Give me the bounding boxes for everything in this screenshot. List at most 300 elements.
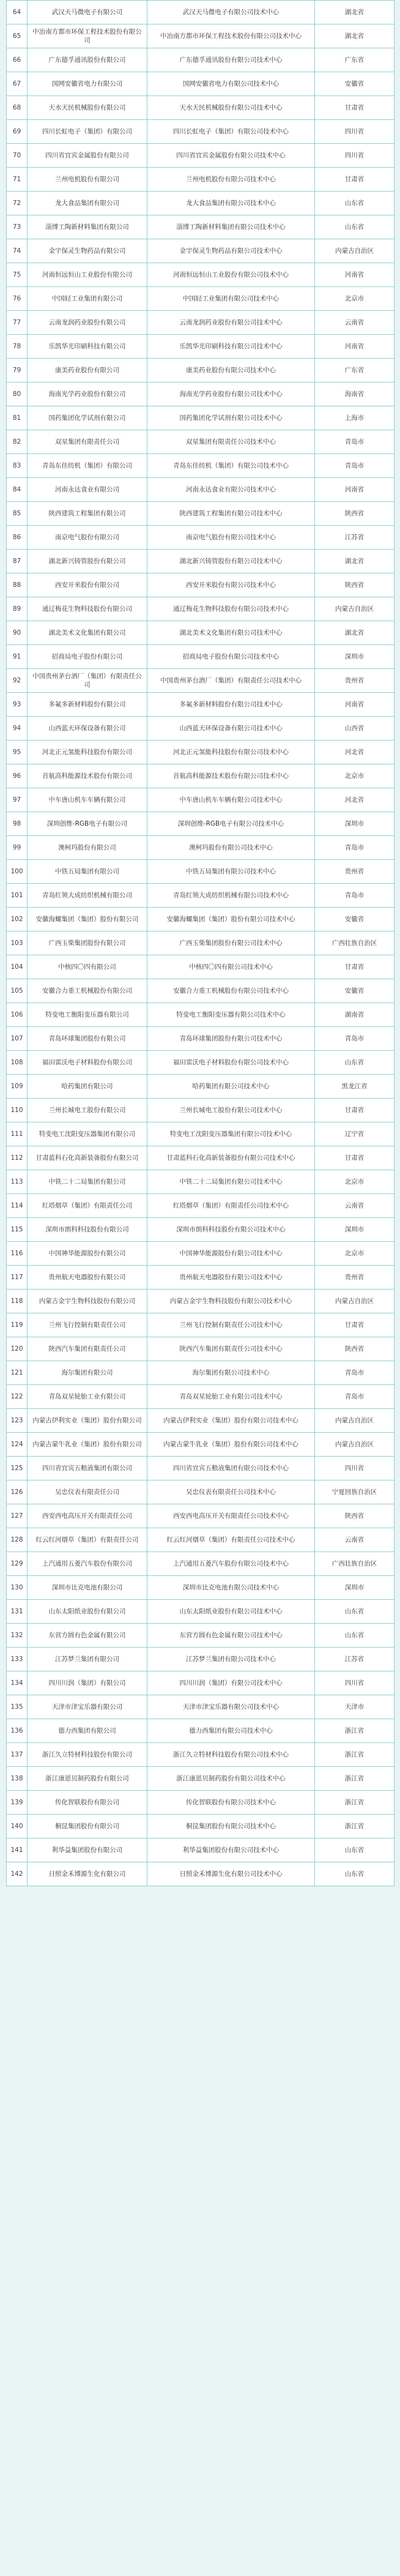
- tech-center-name: 红云红河烟草（集团）有限责任公司技术中心: [147, 1528, 315, 1552]
- tech-center-name: 淄博工陶新材料集团有限公司技术中心: [147, 215, 315, 239]
- company-name: 招商局电子股份有限公司: [28, 645, 147, 669]
- province-name: 青岛市: [315, 836, 394, 860]
- tech-center-name: 福田雷沃电子材料股份有限公司技术中心: [147, 1051, 315, 1075]
- company-name: 中冶南方都市环保工程技术股份有限公司: [28, 24, 147, 48]
- province-name: 北京市: [315, 1242, 394, 1266]
- table-row: [7, 1075, 394, 1099]
- table-row: [7, 1719, 394, 1743]
- province-name: 青岛市: [315, 454, 394, 478]
- table-row: [7, 1433, 394, 1457]
- company-name: 国网安徽省电力有限公司: [28, 72, 147, 96]
- table-row: [7, 1, 394, 24]
- company-name: 陕西汽车集团有限责任公司: [28, 1337, 147, 1361]
- tech-center-name: 兰州电机股份有限公司技术中心: [147, 168, 315, 192]
- company-name: 四川省宜宾金属股份有限公司: [28, 144, 147, 168]
- province-name: 海南省: [315, 383, 394, 406]
- table-row: [7, 239, 394, 263]
- company-name: 兰州飞行控制有限责任公司: [28, 1313, 147, 1337]
- table-row: [7, 645, 394, 669]
- province-name: 江苏省: [315, 1648, 394, 1671]
- province-name: 安徽省: [315, 908, 394, 931]
- table-row: [7, 1027, 394, 1051]
- province-name: 广西壮族自治区: [315, 931, 394, 955]
- table-row: [7, 693, 394, 717]
- province-name: 河北省: [315, 788, 394, 812]
- table-row: [7, 430, 394, 454]
- tech-center-name: 山西蓝天环保设备有限公司技术中心: [147, 717, 315, 741]
- table-row: [7, 1170, 394, 1194]
- row-number: 73: [7, 215, 28, 239]
- tech-center-name: 青岛红领大成纺织机械有限公司技术中心: [147, 884, 315, 908]
- tech-center-name: 康美药业股份有限公司技术中心: [147, 359, 315, 383]
- row-number: 100: [7, 860, 28, 884]
- tech-center-name: 上汽通用五菱汽车股份有限公司技术中心: [147, 1552, 315, 1576]
- province-name: 四川省: [315, 144, 394, 168]
- row-number: 135: [7, 1695, 28, 1719]
- row-number: 71: [7, 168, 28, 192]
- company-name: 桐昆集团股份有限公司: [28, 1815, 147, 1839]
- province-name: 山东省: [315, 1839, 394, 1862]
- row-number: 117: [7, 1266, 28, 1290]
- row-number: 107: [7, 1027, 28, 1051]
- province-name: 深圳市: [315, 1576, 394, 1600]
- company-name: 澳柯玛股份有限公司: [28, 836, 147, 860]
- table-row: [7, 931, 394, 955]
- table-row: [7, 168, 394, 192]
- table-row: [7, 669, 394, 693]
- table-row: [7, 1051, 394, 1075]
- row-number: 120: [7, 1337, 28, 1361]
- company-name: 福田雷沃电子材料股份有限公司: [28, 1051, 147, 1075]
- row-number: 136: [7, 1719, 28, 1743]
- row-number: 86: [7, 526, 28, 550]
- province-name: 贵州省: [315, 860, 394, 884]
- table-row: [7, 1242, 394, 1266]
- row-number: 74: [7, 239, 28, 263]
- tech-center-name: 四川长虹电子（集团）有限公司技术中心: [147, 120, 315, 144]
- tech-center-name: 河南恒远恒山工业股份有限公司技术中心: [147, 263, 315, 287]
- province-name: 湖北省: [315, 24, 394, 48]
- tech-center-name: 深圳市比克电池有限公司技术中心: [147, 1576, 315, 1600]
- table-row: [7, 502, 394, 526]
- table-row: [7, 1528, 394, 1552]
- tech-center-name: 天津市津宝乐器有限公司技术中心: [147, 1695, 315, 1719]
- row-number: 124: [7, 1433, 28, 1457]
- table-row: [7, 24, 394, 48]
- company-name: 四川川润（集团）有限公司: [28, 1671, 147, 1695]
- tech-center-name: 国网安徽省电力有限公司技术中心: [147, 72, 315, 96]
- province-name: 山东省: [315, 1862, 394, 1886]
- row-number: 126: [7, 1480, 28, 1504]
- province-name: 浙江省: [315, 1719, 394, 1743]
- row-number: 121: [7, 1361, 28, 1385]
- table-row: [7, 1600, 394, 1624]
- company-name: 武汉天马微电子有限公司: [28, 1, 147, 24]
- province-name: 贵州省: [315, 669, 394, 693]
- company-name: 国药集团化学试剂有限公司: [28, 406, 147, 430]
- province-name: 河南省: [315, 335, 394, 359]
- province-name: 云南省: [315, 311, 394, 335]
- company-name: 浙江康恩贝制药股份有限公司: [28, 1767, 147, 1791]
- province-name: 山东省: [315, 1051, 394, 1075]
- province-name: 上海市: [315, 406, 394, 430]
- table-row: [7, 1743, 394, 1767]
- tech-center-name: 甘肃蓝科石化高新装备股份有限公司技术中心: [147, 1146, 315, 1170]
- table-row: [7, 836, 394, 860]
- company-name: 内蒙古伊利实业（集团）股份有限公司: [28, 1409, 147, 1433]
- company-name: 深圳创维-RGB电子有限公司: [28, 812, 147, 836]
- table-row: [7, 979, 394, 1003]
- tech-center-name: 中车唐山机车车辆有限公司技术中心: [147, 788, 315, 812]
- province-name: 内蒙古自治区: [315, 239, 394, 263]
- row-number: 70: [7, 144, 28, 168]
- table-row: [7, 860, 394, 884]
- company-name: 中国贵州茅台酒厂（集团）有限责任公司: [28, 669, 147, 693]
- province-name: 云南省: [315, 1194, 394, 1218]
- row-number: 140: [7, 1815, 28, 1839]
- row-number: 97: [7, 788, 28, 812]
- bottom-margin: [0, 2564, 400, 2576]
- table-row: [7, 454, 394, 478]
- row-number: 103: [7, 931, 28, 955]
- company-name: 淄博工陶新材料集团有限公司: [28, 215, 147, 239]
- table-row: [7, 550, 394, 573]
- tech-center-name: 天水天民机械股份有限公司技术中心: [147, 96, 315, 120]
- province-name: 内蒙古自治区: [315, 1433, 394, 1457]
- row-number: 85: [7, 502, 28, 526]
- company-name: 金宇保灵生物药品有限公司: [28, 239, 147, 263]
- province-name: 贵州省: [315, 1266, 394, 1290]
- row-number: 101: [7, 884, 28, 908]
- table-row: [7, 1576, 394, 1600]
- tech-center-name: 海尔集团有限公司技术中心: [147, 1361, 315, 1385]
- province-name: 山西省: [315, 717, 394, 741]
- province-name: 北京市: [315, 287, 394, 311]
- company-name: 红塔烟草（集团）有限责任公司: [28, 1194, 147, 1218]
- row-number: 87: [7, 550, 28, 573]
- row-number: 66: [7, 48, 28, 72]
- province-name: 青岛市: [315, 1361, 394, 1385]
- row-number: 88: [7, 573, 28, 597]
- table-row: [7, 1337, 394, 1361]
- company-name: 内蒙古蒙牛乳业（集团）股份有限公司: [28, 1433, 147, 1457]
- row-number: 91: [7, 645, 28, 669]
- table-row: [7, 597, 394, 621]
- tech-center-name: 中核四〇四有限公司技术中心: [147, 955, 315, 979]
- table-row: [7, 1624, 394, 1648]
- company-name: 通辽梅花生物科技股份有限公司: [28, 597, 147, 621]
- table-row: [7, 120, 394, 144]
- province-name: 浙江省: [315, 1767, 394, 1791]
- tech-center-name: 海南光学药业股份有限公司技术中心: [147, 383, 315, 406]
- company-name: 深圳市比克电池有限公司: [28, 1576, 147, 1600]
- table-row: [7, 48, 394, 72]
- company-name: 中核四〇四有限公司: [28, 955, 147, 979]
- row-number: 64: [7, 1, 28, 24]
- row-number: 139: [7, 1791, 28, 1815]
- row-number: 125: [7, 1457, 28, 1480]
- table-row: [7, 215, 394, 239]
- table-row: [7, 1218, 394, 1242]
- company-name: 云南龙润药业股份有限公司: [28, 311, 147, 335]
- company-name: 龙大食品集团有限公司: [28, 192, 147, 215]
- province-name: 北京市: [315, 764, 394, 788]
- tech-center-name: 武汉天马微电子有限公司技术中心: [147, 1, 315, 24]
- table-row: [7, 812, 394, 836]
- province-name: 内蒙古自治区: [315, 1409, 394, 1433]
- company-name: 青岛红领大成纺织机械有限公司: [28, 884, 147, 908]
- province-name: 甘肃省: [315, 1313, 394, 1337]
- tech-center-name: 陕西汽车集团有限责任公司技术中心: [147, 1337, 315, 1361]
- table-row: [7, 1457, 394, 1480]
- table-row: [7, 1361, 394, 1385]
- province-name: 山东省: [315, 1600, 394, 1624]
- tech-center-name: 四川省宜宾五粮液集团有限公司技术中心: [147, 1457, 315, 1480]
- tech-center-name: 传化智联股份有限公司技术中心: [147, 1791, 315, 1815]
- row-number: 116: [7, 1242, 28, 1266]
- province-name: 河南省: [315, 478, 394, 502]
- row-number: 77: [7, 311, 28, 335]
- table-row: [7, 1146, 394, 1170]
- company-name: 天津市津宝乐器有限公司: [28, 1695, 147, 1719]
- province-name: 青岛市: [315, 430, 394, 454]
- table-row: [7, 884, 394, 908]
- company-name: 河北正元氢能科技股份有限公司: [28, 741, 147, 764]
- row-number: 76: [7, 287, 28, 311]
- row-number: 89: [7, 597, 28, 621]
- company-name: 贵州航天电器股份有限公司: [28, 1266, 147, 1290]
- province-name: 甘肃省: [315, 96, 394, 120]
- row-number: 119: [7, 1313, 28, 1337]
- row-number: 92: [7, 669, 28, 693]
- tech-center-name: 青岛东佳纺机（集团）有限公司技术中心: [147, 454, 315, 478]
- row-number: 84: [7, 478, 28, 502]
- province-name: 广东省: [315, 48, 394, 72]
- tech-center-name: 深圳创维-RGB电子有限公司技术中心: [147, 812, 315, 836]
- table-row: [7, 764, 394, 788]
- table-row: [7, 1099, 394, 1122]
- enterprise-tech-center-table: [6, 0, 394, 1886]
- province-name: 深圳市: [315, 812, 394, 836]
- company-name: 西安开米股份有限公司: [28, 573, 147, 597]
- row-number: 134: [7, 1671, 28, 1695]
- table-row: [7, 1480, 394, 1504]
- row-number: 106: [7, 1003, 28, 1027]
- province-name: 广东省: [315, 359, 394, 383]
- table-row: [7, 1409, 394, 1433]
- table-row: [7, 287, 394, 311]
- table-row: [7, 1839, 394, 1862]
- province-name: 宁夏回族自治区: [315, 1480, 394, 1504]
- row-number: 68: [7, 96, 28, 120]
- company-name: 特变电工沈阳变压器集团有限公司: [28, 1122, 147, 1146]
- province-name: 青岛市: [315, 884, 394, 908]
- row-number: 111: [7, 1122, 28, 1146]
- tech-center-name: 兰州飞行控制有限责任公司技术中心: [147, 1313, 315, 1337]
- tech-center-name: 青岛环球集团股份有限公司技术中心: [147, 1027, 315, 1051]
- tech-center-name: 安徽海螺集团（集团）股份有限公司技术中心: [147, 908, 315, 931]
- tech-center-name: 山东太阳纸业股份有限公司技术中心: [147, 1600, 315, 1624]
- company-name: 多氟多新材料股份有限公司: [28, 693, 147, 717]
- tech-center-name: 龙大食品集团有限公司技术中心: [147, 192, 315, 215]
- table-row: [7, 1313, 394, 1337]
- tech-center-name: 江苏梦兰集团有限公司技术中心: [147, 1648, 315, 1671]
- company-name: 中铁二十二局集团有限公司: [28, 1170, 147, 1194]
- province-name: 天津市: [315, 1695, 394, 1719]
- company-name: 四川省宜宾五粮液集团有限公司: [28, 1457, 147, 1480]
- row-number: 102: [7, 908, 28, 931]
- row-number: 104: [7, 955, 28, 979]
- row-number: 127: [7, 1504, 28, 1528]
- company-name: 哈药集团有限公司: [28, 1075, 147, 1099]
- row-number: 122: [7, 1385, 28, 1409]
- tech-center-name: 哈药集团有限公司技术中心: [147, 1075, 315, 1099]
- tech-center-name: 西安开米股份有限公司技术中心: [147, 573, 315, 597]
- company-name: 湖北美术文化集团有限公司: [28, 621, 147, 645]
- table-row: [7, 72, 394, 96]
- tech-center-name: 河北正元氢能科技股份有限公司技术中心: [147, 741, 315, 764]
- company-name: 特变电工衡阳变压器有限公司: [28, 1003, 147, 1027]
- table-row: [7, 1862, 394, 1886]
- province-name: 江苏省: [315, 526, 394, 550]
- row-number: 105: [7, 979, 28, 1003]
- table-row: [7, 1552, 394, 1576]
- tech-center-name: 内蒙古伊利实业（集团）股份有限公司技术中心: [147, 1409, 315, 1433]
- row-number: 82: [7, 430, 28, 454]
- company-name: 天水天民机械股份有限公司: [28, 96, 147, 120]
- tech-center-name: 湖北美术文化集团有限公司技术中心: [147, 621, 315, 645]
- table-row: [7, 96, 394, 120]
- tech-center-name: 内蒙古蒙牛乳业（集团）股份有限公司技术中心: [147, 1433, 315, 1457]
- table-row: [7, 406, 394, 430]
- province-name: 山东省: [315, 1624, 394, 1648]
- province-name: 广西壮族自治区: [315, 1552, 394, 1576]
- table-row: [7, 788, 394, 812]
- company-name: 陕西建筑工程集团有限公司: [28, 502, 147, 526]
- province-name: 陕西省: [315, 502, 394, 526]
- province-name: 黑龙江省: [315, 1075, 394, 1099]
- company-name: 南京电气股份有限公司: [28, 526, 147, 550]
- province-name: 青岛市: [315, 1027, 394, 1051]
- province-name: 湖北省: [315, 621, 394, 645]
- table-row: [7, 1767, 394, 1791]
- row-number: 94: [7, 717, 28, 741]
- table-row: [7, 359, 394, 383]
- company-name: 日照金禾博源生化有限公司: [28, 1862, 147, 1886]
- row-number: 78: [7, 335, 28, 359]
- province-name: 安徽省: [315, 979, 394, 1003]
- company-name: 康美药业股份有限公司: [28, 359, 147, 383]
- row-number: 95: [7, 741, 28, 764]
- company-name: 利华益集团股份有限公司: [28, 1839, 147, 1862]
- province-name: 陕西省: [315, 573, 394, 597]
- province-name: 深圳市: [315, 645, 394, 669]
- company-name: 广东德孚通讯股份有限公司: [28, 48, 147, 72]
- table-row: [7, 717, 394, 741]
- tech-center-name: 利华益集团股份有限公司技术中心: [147, 1839, 315, 1862]
- table-row: [7, 1671, 394, 1695]
- province-name: 甘肃省: [315, 1099, 394, 1122]
- company-name: 首航高科能源技术股份有限公司: [28, 764, 147, 788]
- tech-center-name: 特变电工衡阳变压器有限公司技术中心: [147, 1003, 315, 1027]
- row-number: 133: [7, 1648, 28, 1671]
- company-name: 海南光学药业股份有限公司: [28, 383, 147, 406]
- province-name: 深圳市: [315, 1218, 394, 1242]
- province-name: 河北省: [315, 741, 394, 764]
- table-row: [7, 573, 394, 597]
- province-name: 甘肃省: [315, 955, 394, 979]
- tech-center-name: 内蒙古金宇生物科技股份有限公司技术中心: [147, 1290, 315, 1313]
- company-name: 乐凯华光印刷科技有限公司: [28, 335, 147, 359]
- province-name: 陕西省: [315, 1337, 394, 1361]
- row-number: 69: [7, 120, 28, 144]
- row-number: 115: [7, 1218, 28, 1242]
- row-number: 142: [7, 1862, 28, 1886]
- company-name: 西安西电高压开关有限责任公司: [28, 1504, 147, 1528]
- row-number: 72: [7, 192, 28, 215]
- company-name: 安徽合力重工机械股份有限公司: [28, 979, 147, 1003]
- company-name: 上汽通用五菱汽车股份有限公司: [28, 1552, 147, 1576]
- table-row: [7, 1194, 394, 1218]
- tech-center-name: 安徽合力重工机械股份有限公司技术中心: [147, 979, 315, 1003]
- province-name: 浙江省: [315, 1815, 394, 1839]
- row-number: 113: [7, 1170, 28, 1194]
- province-name: 湖南省: [315, 1003, 394, 1027]
- province-name: 浙江省: [315, 1743, 394, 1767]
- province-name: 山东省: [315, 192, 394, 215]
- tech-center-name: 深圳市朗科科技股份有限公司技术中心: [147, 1218, 315, 1242]
- tech-center-name: 双星集团有限责任公司技术中心: [147, 430, 315, 454]
- row-number: 108: [7, 1051, 28, 1075]
- table-row: [7, 192, 394, 215]
- company-name: 中国神华能源股份有限公司: [28, 1242, 147, 1266]
- table-row: [7, 1290, 394, 1313]
- row-number: 141: [7, 1839, 28, 1862]
- tech-center-name: 中国神华能源股份有限公司技术中心: [147, 1242, 315, 1266]
- table-row: [7, 1504, 394, 1528]
- company-name: 内蒙古金宇生物科技股份有限公司: [28, 1290, 147, 1313]
- company-name: 青岛双星轮胎工业有限公司: [28, 1385, 147, 1409]
- company-name: 中铁五局集团有限公司: [28, 860, 147, 884]
- company-name: 东营方圆有色金属有限公司: [28, 1624, 147, 1648]
- tech-center-name: 兰州长城电工股份有限公司技术中心: [147, 1099, 315, 1122]
- tech-center-name: 贵州航天电器股份有限公司技术中心: [147, 1266, 315, 1290]
- company-name: 中国轻工业集团有限公司: [28, 287, 147, 311]
- company-name: 红云红河烟草（集团）有限责任公司: [28, 1528, 147, 1552]
- company-name: 湖北新兴铸管股份有限公司: [28, 550, 147, 573]
- province-name: 河南省: [315, 263, 394, 287]
- tech-center-name: 吴忠仪表有限责任公司技术中心: [147, 1480, 315, 1504]
- province-name: 河南省: [315, 693, 394, 717]
- company-name: 德力西集团有限公司: [28, 1719, 147, 1743]
- company-name: 四川长虹电子（集团）有限公司: [28, 120, 147, 144]
- company-name: 海尔集团有限公司: [28, 1361, 147, 1385]
- company-name: 双星集团有限责任公司: [28, 430, 147, 454]
- tech-center-name: 桐昆集团股份有限公司技术中心: [147, 1815, 315, 1839]
- tech-center-name: 中国轻工业集团有限公司技术中心: [147, 287, 315, 311]
- tech-center-name: 红塔烟草（集团）有限责任公司技术中心: [147, 1194, 315, 1218]
- province-name: 辽宁省: [315, 1122, 394, 1146]
- company-name: 山东太阳纸业股份有限公司: [28, 1600, 147, 1624]
- row-number: 98: [7, 812, 28, 836]
- province-name: 内蒙古自治区: [315, 1290, 394, 1313]
- tech-center-name: 西安西电高压开关有限责任公司技术中心: [147, 1504, 315, 1528]
- row-number: 75: [7, 263, 28, 287]
- company-name: 兰州电机股份有限公司: [28, 168, 147, 192]
- table-body: [7, 1, 394, 1886]
- table-row: [7, 383, 394, 406]
- province-name: 四川省: [315, 1671, 394, 1695]
